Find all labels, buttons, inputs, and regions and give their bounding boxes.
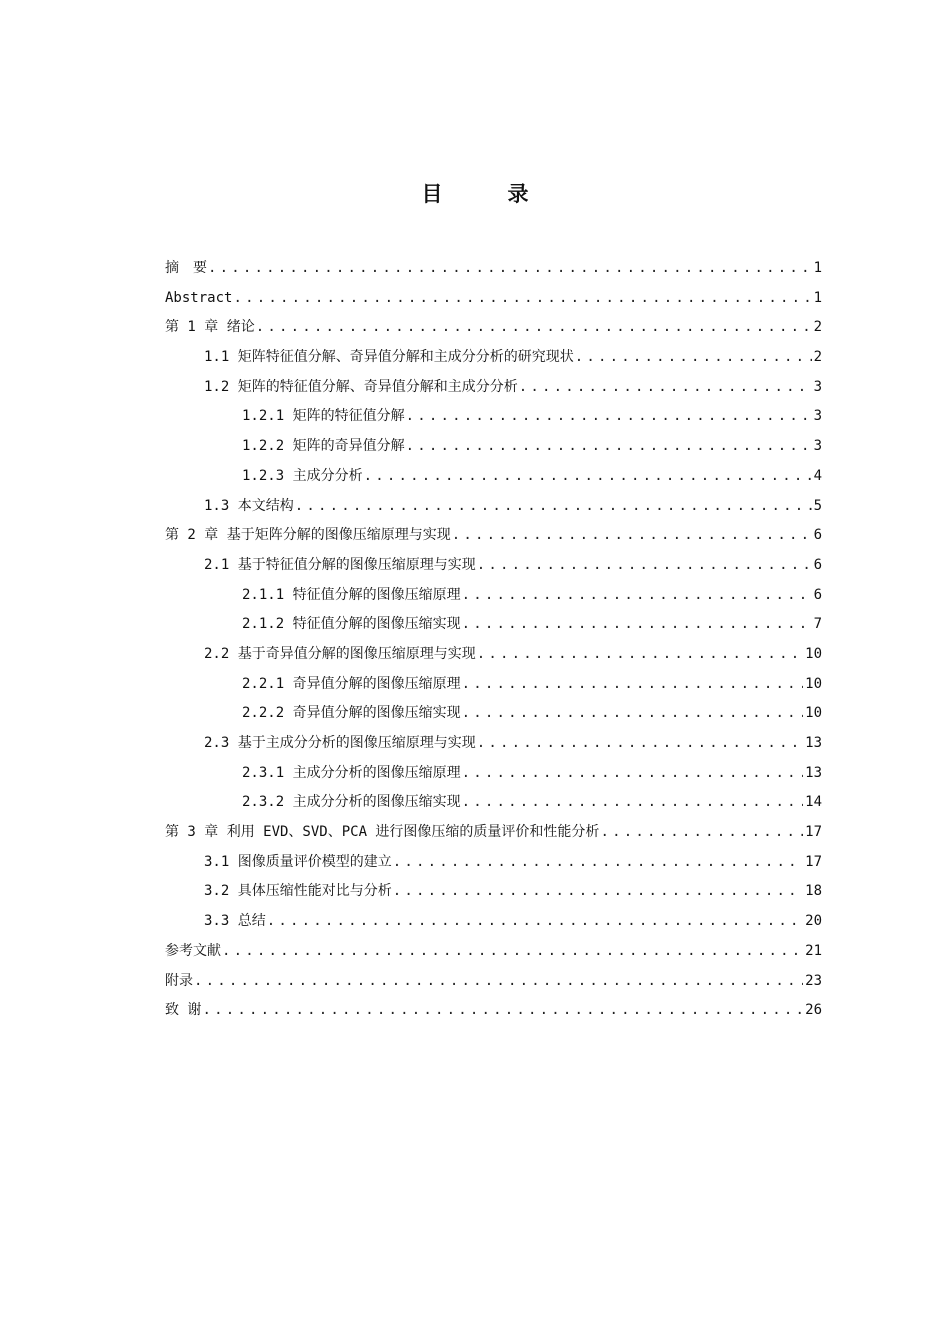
toc-entry-page-number: 17 <box>805 824 822 841</box>
table-of-contents <box>165 254 822 1026</box>
toc-entry-page-number: 17 <box>805 853 822 870</box>
toc-entry-label: 1.1 矩阵特征值分解、奇异值分解和主成分分析的研究现状 <box>204 349 574 366</box>
toc-entry[interactable] <box>165 373 822 403</box>
toc-entry-page-number: 26 <box>805 1002 822 1019</box>
toc-entry-page-number: 3 <box>813 438 822 455</box>
toc-dot-leader <box>462 581 812 611</box>
toc-dot-leader <box>519 373 812 403</box>
toc-dot-leader <box>462 699 804 729</box>
toc-entry-page-number: 13 <box>805 764 822 781</box>
toc-entry-label: 3.3 总结 <box>204 913 266 930</box>
toc-entry[interactable] <box>165 848 822 878</box>
toc-entry-label: 摘 要 <box>165 260 207 276</box>
toc-dot-leader <box>364 462 812 492</box>
toc-entry-page-number: 6 <box>813 586 822 603</box>
toc-dot-leader <box>202 996 803 1026</box>
toc-entry-label: 1.2.3 主成分分析 <box>242 467 363 484</box>
toc-dot-leader <box>477 729 803 759</box>
toc-entry-page-number: 1 <box>813 260 822 276</box>
toc-entry[interactable] <box>165 759 822 789</box>
toc-dot-leader <box>462 788 804 818</box>
toc-entry-label: 1.3 本文结构 <box>204 497 294 514</box>
toc-dot-leader <box>267 907 803 937</box>
page-title: 目 录 <box>421 182 551 206</box>
toc-entry-page-number: 10 <box>805 675 822 692</box>
toc-entry-label: 第 1 章 绪论 <box>165 319 255 336</box>
toc-dot-leader <box>600 818 803 848</box>
toc-dot-leader <box>194 967 803 997</box>
toc-entry-label: 2.3.1 主成分分析的图像压缩原理 <box>242 764 461 781</box>
toc-dot-leader <box>222 937 803 967</box>
toc-entry[interactable] <box>165 699 822 729</box>
toc-entry[interactable] <box>165 462 822 492</box>
toc-entry-label: 附录 <box>165 972 193 989</box>
toc-entry-page-number: 5 <box>813 497 822 514</box>
toc-entry[interactable] <box>165 670 822 700</box>
toc-dot-leader <box>477 551 812 581</box>
toc-entry-label: 1.2.1 矩阵的特征值分解 <box>242 408 405 425</box>
toc-entry[interactable] <box>165 551 822 581</box>
toc-entry-label: 2.1.2 特征值分解的图像压缩实现 <box>242 616 461 633</box>
toc-entry-label: 参考文献 <box>165 942 221 959</box>
toc-entry-page-number: 2 <box>813 349 822 366</box>
toc-entry-page-number: 18 <box>805 883 822 900</box>
toc-entry-page-number: 4 <box>813 467 822 484</box>
toc-entry-page-number: 3 <box>813 378 822 395</box>
toc-entry-label: 第 2 章 基于矩阵分解的图像压缩原理与实现 <box>165 527 451 544</box>
toc-dot-leader <box>452 521 812 551</box>
toc-entry-label: 2.3.2 主成分分析的图像压缩实现 <box>242 794 461 811</box>
toc-dot-leader <box>256 313 812 343</box>
toc-dot-leader <box>406 402 812 432</box>
toc-dot-leader <box>393 848 803 878</box>
toc-entry-label: 3.2 具体压缩性能对比与分析 <box>204 883 392 900</box>
toc-entry[interactable] <box>165 521 822 551</box>
toc-entry[interactable] <box>165 402 822 432</box>
toc-entry[interactable] <box>165 432 822 462</box>
toc-entry[interactable] <box>165 907 822 937</box>
toc-entry-label: 1.2.2 矩阵的奇异值分解 <box>242 438 405 455</box>
toc-dot-leader <box>406 432 812 462</box>
toc-dot-leader <box>575 343 812 373</box>
toc-entry-label: 致 谢 <box>165 1002 202 1019</box>
toc-entry-page-number: 3 <box>813 408 822 425</box>
toc-entry[interactable] <box>165 877 822 907</box>
toc-dot-leader <box>208 254 812 284</box>
toc-entry-label: 3.1 图像质量评价模型的建立 <box>204 853 392 870</box>
toc-entry[interactable] <box>165 729 822 759</box>
toc-entry-label: 1.2 矩阵的特征值分解、奇异值分解和主成分分析 <box>204 378 518 395</box>
toc-dot-leader <box>462 670 804 700</box>
toc-entry[interactable] <box>165 343 822 373</box>
toc-dot-leader <box>233 284 811 314</box>
toc-entry-page-number: 6 <box>813 556 822 573</box>
toc-entry-page-number: 21 <box>805 942 822 959</box>
toc-entry-page-number: 13 <box>805 735 822 751</box>
toc-entry-label: 2.1 基于特征值分解的图像压缩原理与实现 <box>204 556 476 573</box>
toc-dot-leader <box>393 877 803 907</box>
toc-entry-label: 2.1.1 特征值分解的图像压缩原理 <box>242 586 461 603</box>
toc-entry-label: Abstract <box>165 289 233 306</box>
toc-entry[interactable] <box>165 492 822 522</box>
toc-entry-label: 2.3 基于主成分分析的图像压缩原理与实现 <box>204 735 476 751</box>
toc-dot-leader <box>462 610 812 640</box>
toc-entry-page-number: 14 <box>805 794 822 811</box>
toc-entry-page-number: 20 <box>805 913 822 930</box>
toc-entry[interactable] <box>165 313 822 343</box>
toc-entry[interactable] <box>165 788 822 818</box>
toc-entry[interactable] <box>165 640 822 670</box>
toc-entry-page-number: 6 <box>813 527 822 544</box>
toc-entry-page-number: 2 <box>813 319 822 336</box>
toc-entry-page-number: 1 <box>813 289 822 306</box>
toc-entry[interactable] <box>165 610 822 640</box>
toc-entry[interactable] <box>165 937 822 967</box>
toc-entry[interactable] <box>165 284 822 314</box>
toc-entry-page-number: 7 <box>813 616 822 633</box>
toc-dot-leader <box>477 640 803 670</box>
toc-entry-label: 2.2.2 奇异值分解的图像压缩实现 <box>242 705 461 722</box>
toc-entry-page-number: 23 <box>805 972 822 989</box>
toc-entry-label: 2.2 基于奇异值分解的图像压缩原理与实现 <box>204 645 476 662</box>
toc-entry[interactable] <box>165 996 822 1026</box>
toc-dot-leader <box>295 492 812 522</box>
toc-entry-label: 2.2.1 奇异值分解的图像压缩原理 <box>242 675 461 692</box>
toc-dot-leader <box>462 759 804 789</box>
toc-entry-page-number: 10 <box>805 705 822 722</box>
toc-entry-page-number: 10 <box>805 645 822 662</box>
toc-entry[interactable] <box>165 254 822 284</box>
toc-entry[interactable] <box>165 581 822 611</box>
toc-entry[interactable] <box>165 818 822 848</box>
toc-entry[interactable] <box>165 967 822 997</box>
toc-entry-label: 第 3 章 利用 EVD、SVD、PCA 进行图像压缩的质量评价和性能分析 <box>165 824 600 841</box>
